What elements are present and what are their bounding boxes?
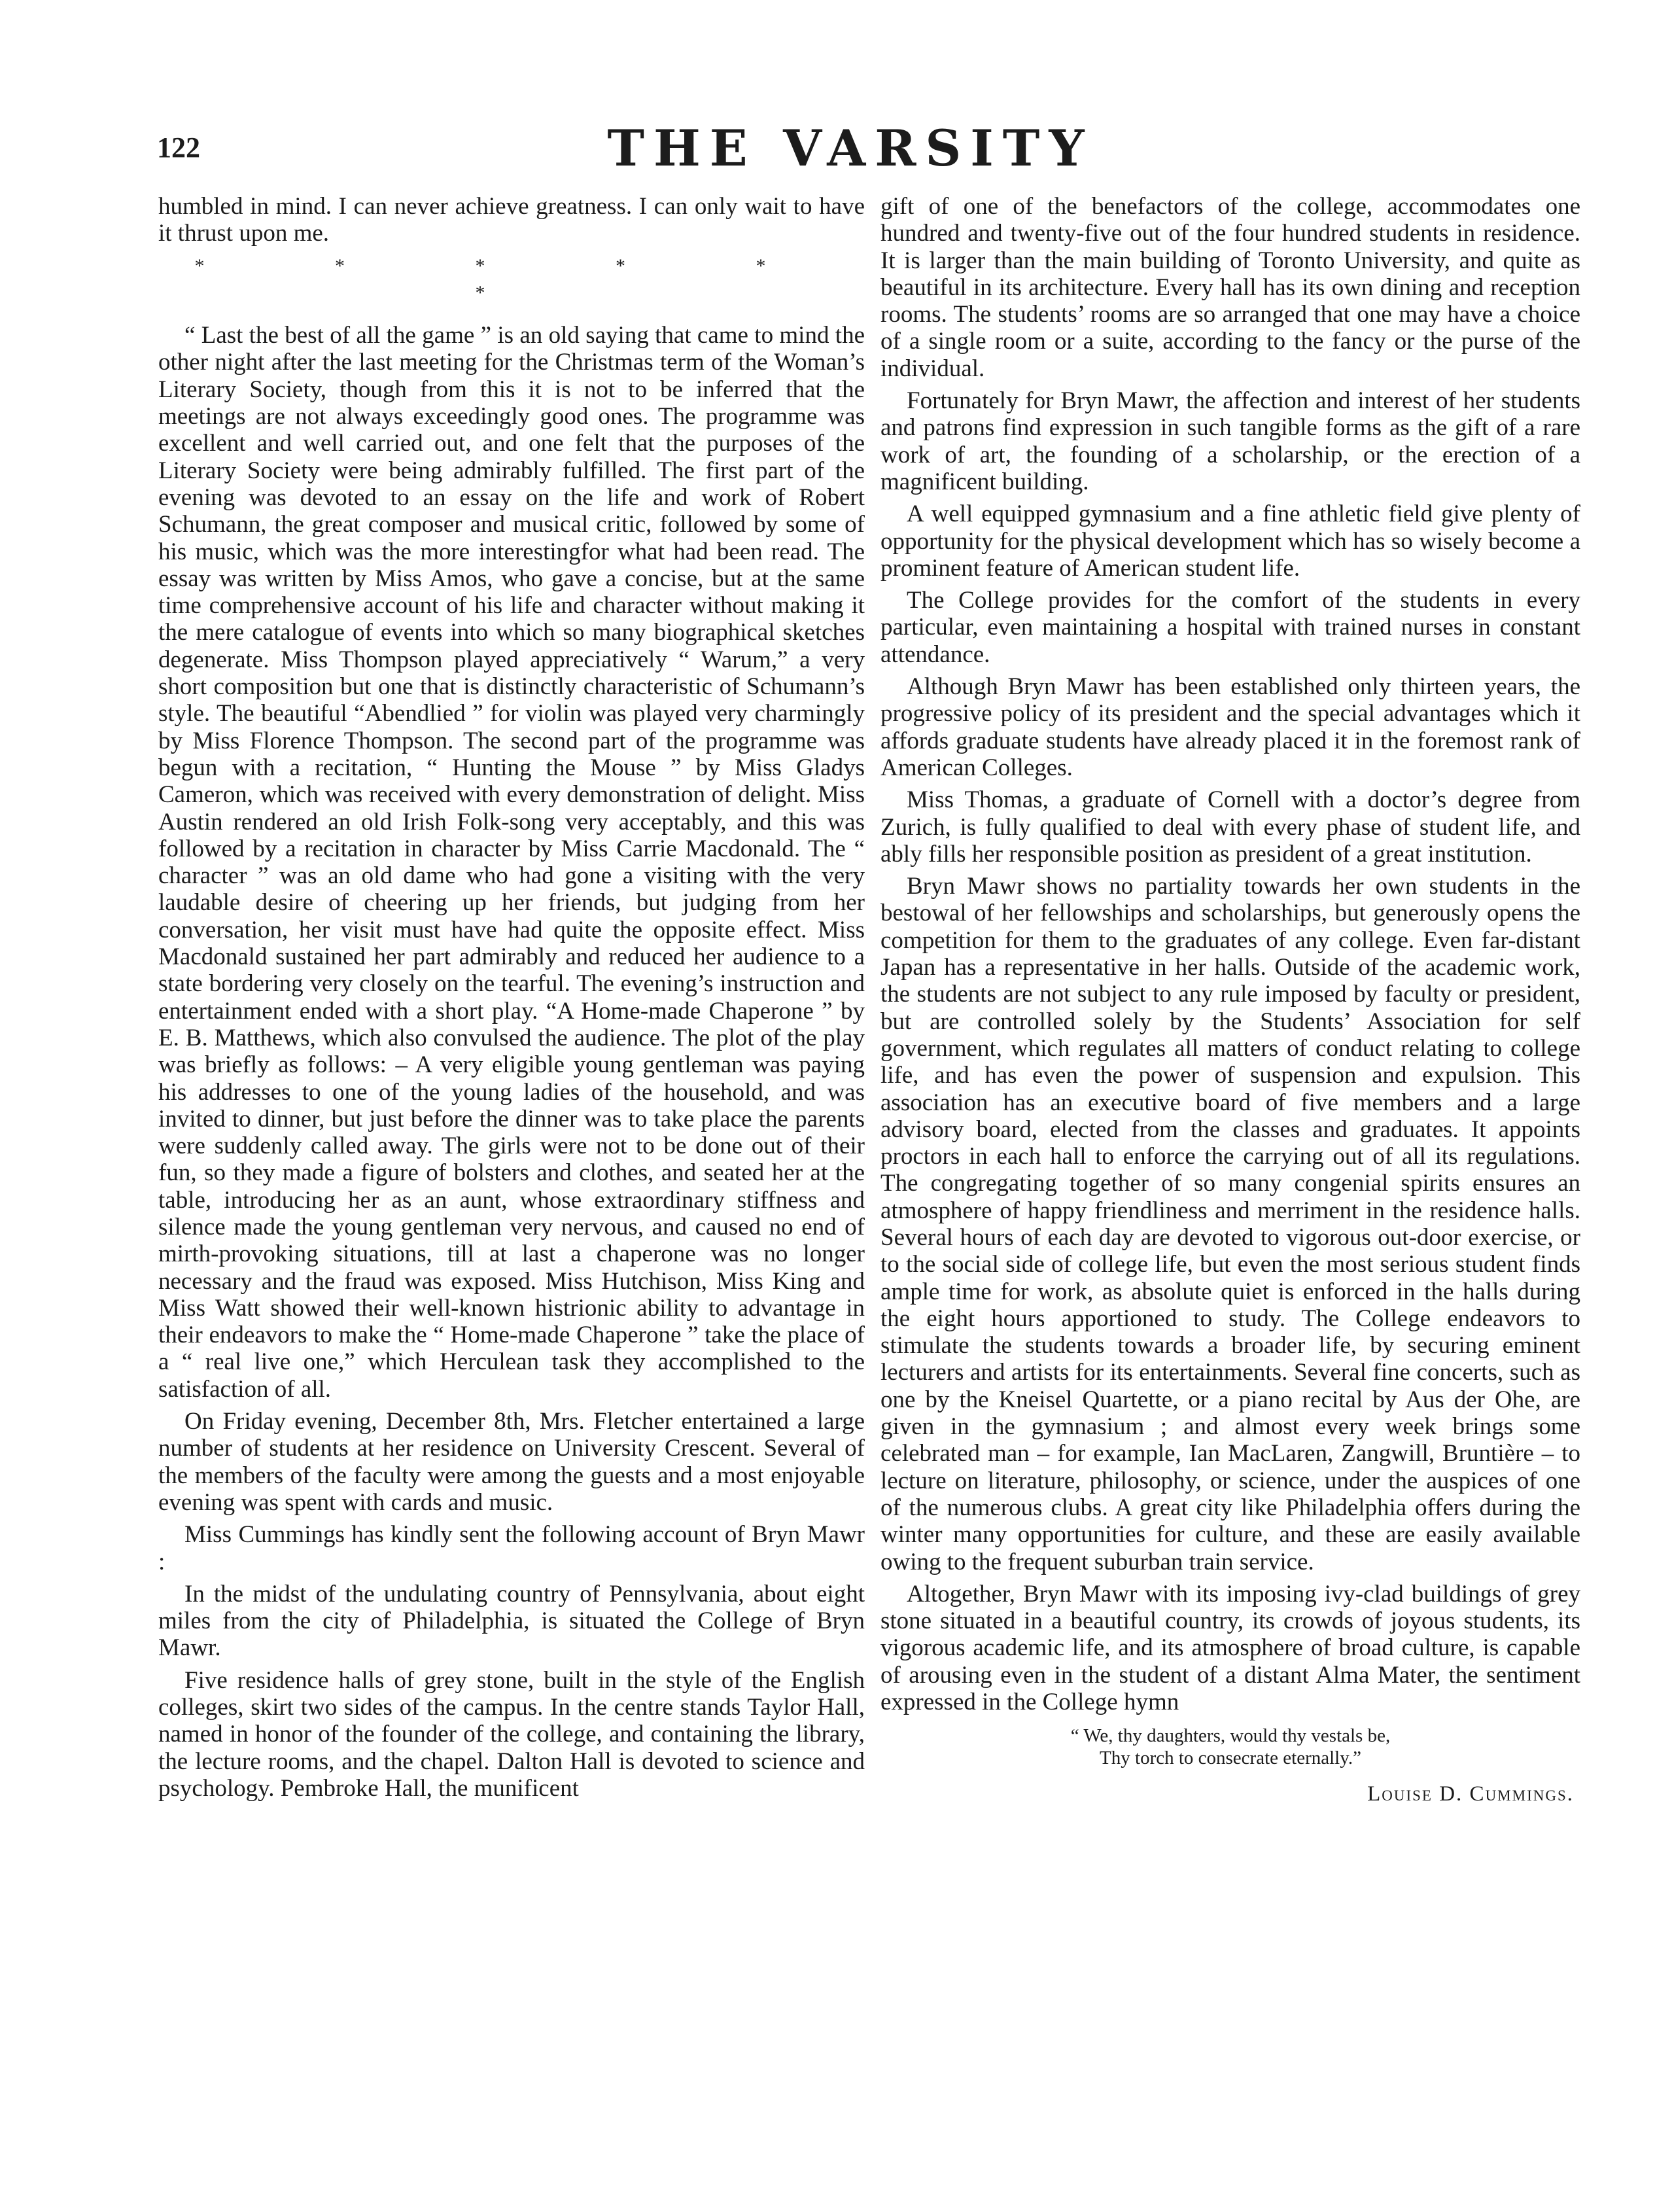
paragraph: A well equipped gymnasium and a fine athletic field give plenty of opportunity for the physical development which has so wisely become a prominent feature of American student life. [880, 500, 1580, 582]
page-number: 122 [157, 132, 200, 164]
paragraph: humbled in mind. I can never achieve greatness. I can only wait to have it thrust upon me. [158, 193, 865, 247]
section-separator: * * * * * * [194, 255, 829, 304]
hymn-quote [880, 1725, 1580, 1769]
right-column [880, 193, 1580, 1808]
paragraph: Although Bryn Mawr has been established only thirteen years, the progressive policy of its president and the special advantages which it affords graduate students have already placed it in the foremost rank of American Colleges. [880, 673, 1580, 781]
page-header [157, 119, 1544, 175]
paragraph: In the midst of the undulating country of Pennsylvania, about eight miles from the city of Philadelphia, is situated the College of Bryn Mawr. [158, 1580, 865, 1662]
hymn-line: “ We, thy daughters, would thy vestals be, [1070, 1725, 1391, 1747]
masthead-title: THE VARSITY [607, 119, 1094, 177]
paragraph: The College provides for the comfort of the students in every particular, even maintaining a hospital with trained nurses in constant attendance. [880, 587, 1580, 668]
paragraph: Miss Thomas, a graduate of Cornell with a doctor’s degree from Zurich, is fully qualified to deal with every phase of student life, and ably fills her responsible position as president of a great institution. [880, 786, 1580, 868]
paragraph: On Friday evening, December 8th, Mrs. Fletcher entertained a large number of students at her residence on University Crescent. Several of the members of the faculty were among the guests and a most enjoyable evening was spent with cards and music. [158, 1408, 865, 1516]
author-signature: Louise D. Cummings. [1367, 1782, 1574, 1806]
paragraph: Bryn Mawr shows no partiality towards her own students in the bestowal of her fellowships and scholarships, but generously opens the competition for them to the graduates of any college. Even far-distant Japan has a representative in her halls. Outside of the academic work, the students are not subject to any rule imposed by faculty or president, but are controlled solely by the Students’ Association for self government, which regulates all matters of conduct relating to college life, and has even the power of suspension and expulsion. This association has an executive board of five members and a large advisory board, elected from the classes and graduates. It appoints proctors in each hall to enforce the carrying out of all its regulations. The congregating together of so many congenial spirits ensures an atmosphere of happy friendliness and merriment in the residence halls. Several hours of each day are devoted to vigorous out-door exercise, or to the social side of college life, but even the most serious student finds ample time for work, as absolute quiet is enforced in the halls during the eight hours apportioned to study. The College endeavors to stimulate the students towards a broader life, by securing eminent lecturers and artists for its entertainments. Several fine concerts, such as one by the Kneisel Quartette, or a piano recital by Aus der Ohe, are given in the gymnasium ; and almost every week brings some celebrated man – for example, Ian MacLaren, Zangwill, Bruntière – to lecture on literature, philosophy, or science, under the auspices of one of the numerous clubs. A great city like Philadelphia offers during the winter many opportunities for culture, and these are easily available owing to the frequent suburban train service. [880, 873, 1580, 1575]
hymn-line: Thy torch to consecrate eternally.” [1100, 1747, 1361, 1769]
paragraph: Fortunately for Bryn Mawr, the affection and interest of her students and patrons find expression in such tangible forms as the gift of a rare work of art, the founding of a scholarship, or the erection of a magnificent building. [880, 387, 1580, 495]
left-column [158, 193, 865, 1807]
paragraph: Five residence halls of grey stone, built in the style of the English colleges, skirt two sides of the campus. In the centre stands Taylor Hall, named in honor of the founder of the college, and containing the library, the lecture rooms, and the chapel. Dalton Hall is devoted to science and psychology. Pembroke Hall, the munificent [158, 1666, 865, 1802]
paragraph: “ Last the best of all the game ” is an old saying that came to mind the other night after the last meeting for the Christmas term of the Woman’s Literary Society, though from this it is not to be inferred that the meetings are not always exceedingly good ones. The programme was excellent and well carried out, and one felt that the purposes of the Literary Society were being admirably fulfilled. The first part of the evening was devoted to an essay on the life and work of Robert Schumann, the great composer and musical critic, followed by some of his music, which was the more interestingfor what had been read. The essay was written by Miss Amos, who gave a concise, but at the same time comprehensive account of his life and character without making it the mere catalogue of events into which so many biographical sketches degenerate. Miss Thompson played appreciatively “ Warum,” a very short composition but one that is distinctly characteristic of Schumann’s style. The beautiful “Abendlied ” for violin was played very charmingly by Miss Florence Thompson. The second part of the programme was begun with a recitation, “ Hunting the Mouse ” by Miss Gladys Cameron, which was received with every demonstration of delight. Miss Austin rendered an old Irish Folk-song very acceptably, and this was followed by a recitation in character by Miss Carrie Macdonald. The “ character ” was an old dame who had gone a visiting with the very laudable desire of cheering up her friends, but judging from her conversation, her visit must have had quite the opposite effect. Miss Macdonald sustained her part admirably and reduced her audience to a state bordering very closely on the tearful. The evening’s instruction and entertainment ended with a short play. “A Home-made Chaperone ” by E. B. Matthews, which also convulsed the audience. The plot of the play was briefly as follows: – A very eligible young gentleman was paying his addresses to one of the young ladies of the household, and was invited to dinner, but just before the dinner was to take place the parents were suddenly called away. The girls were not to be done out of their fun, so they made a figure of bolsters and clothes, and seated her at the table, introducing her as an aunt, whose extraordinary stiffness and silence made the young gentleman very nervous, and caused no end of mirth-provoking situations, till at last a chaperone was no longer necessary and the fraud was exposed. Miss Hutchison, Miss King and Miss Watt showed their well-known histrionic ability to advantage in their endeavors to make the “ Home-made Chaperone ” take the place of a “ real live one,” which Herculean task they accomplished to the satisfaction of all. [158, 322, 865, 1403]
paragraph: Miss Cummings has kindly sent the following account of Bryn Mawr : [158, 1521, 865, 1575]
paragraph: Altogether, Bryn Mawr with its imposing ivy-clad buildings of grey stone situated in a beautiful country, its crowds of joyous students, its vigorous academic life, and its atmosphere of broad culture, is capable of arousing even in the student of a distant Alma Mater, the sentiment expressed in the College hymn [880, 1580, 1580, 1716]
paragraph: gift of one of the benefactors of the college, accommodates one hundred and twenty-five out of the four hundred students in residence. It is larger than the main building of Toronto University, and quite as beautiful in its architecture. Every hall has its own dining and reception rooms. The students’ rooms are so arranged that one may have a choice of a single room or a suite, according to the fancy or the purse of the individual. [880, 193, 1580, 382]
